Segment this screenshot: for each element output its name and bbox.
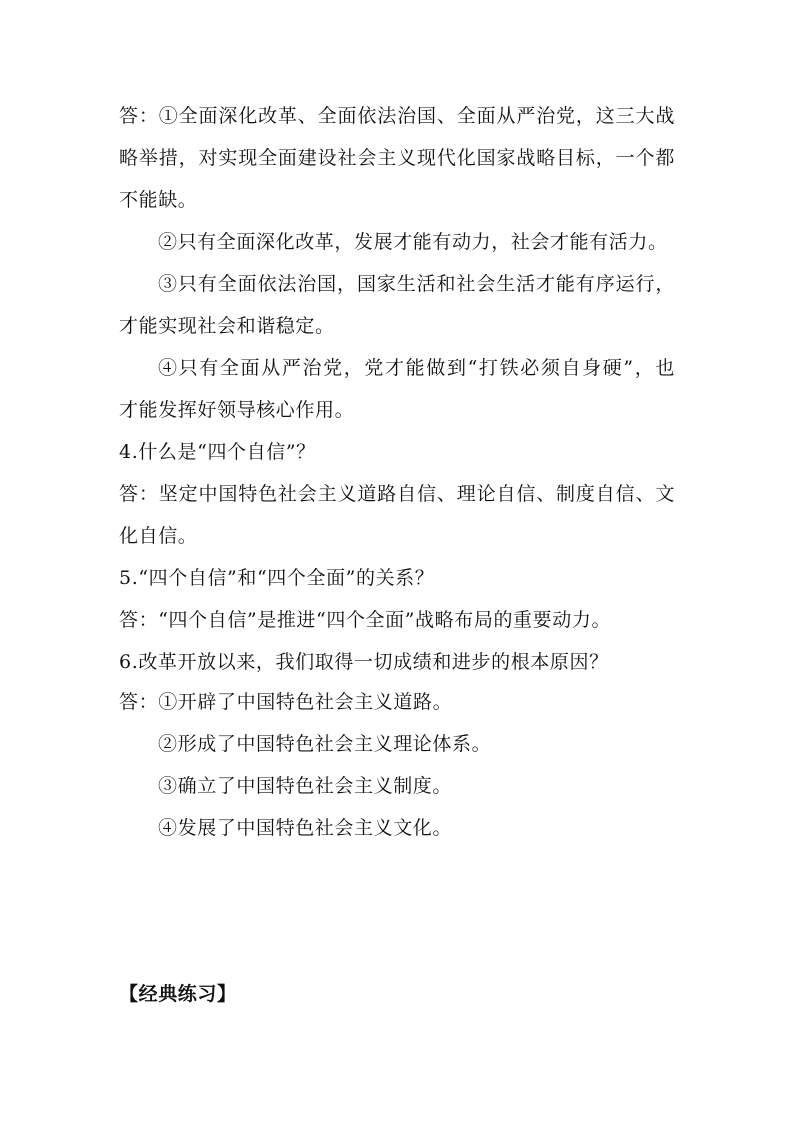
question-4: 4.什么是“四个自信”？ bbox=[119, 441, 316, 463]
answer-3-line-1: 答：①全面深化改革、全面依法治国、全面从严治党，这三大战 bbox=[119, 105, 675, 127]
question-6: 6.改革开放以来，我们取得一切成绩和进步的根本原因？ bbox=[119, 651, 609, 673]
answer-3-point-4-cont: 才能发挥好领导核心作用。 bbox=[119, 399, 355, 421]
answer-3-line-3: 不能缺。 bbox=[119, 189, 198, 211]
answer-3-point-2: ②只有全面深化改革，发展才能有动力，社会才能有活力。 bbox=[158, 231, 668, 253]
answer-6-point-2: ②形成了中国特色社会主义理论体系。 bbox=[158, 733, 492, 755]
answer-5: 答：“四个自信”是推进“四个全面”战略布局的重要动力。 bbox=[119, 609, 612, 631]
question-5: 5.“四个自信”和“四个全面”的关系？ bbox=[119, 567, 435, 589]
answer-4-line-1: 答：坚定中国特色社会主义道路自信、理论自信、制度自信、文 bbox=[119, 483, 675, 505]
answer-3-line-2: 略举措，对实现全面建设社会主义现代化国家战略目标，一个都 bbox=[119, 147, 675, 169]
answer-3-point-4: ④只有全面从严治党，党才能做到“打铁必须自身硬”，也 bbox=[158, 357, 675, 379]
section-heading: 【经典练习】 bbox=[119, 983, 237, 1005]
answer-4-line-2: 化自信。 bbox=[119, 525, 198, 547]
answer-6-point-4: ④发展了中国特色社会主义文化。 bbox=[158, 817, 453, 839]
answer-3-point-3: ③只有全面依法治国，国家生活和社会生活才能有序运行， bbox=[158, 273, 675, 295]
answer-6-point-1: 答：①开辟了中国特色社会主义道路。 bbox=[119, 691, 453, 713]
answer-3-point-3-cont: 才能实现社会和谐稳定。 bbox=[119, 315, 335, 337]
answer-6-point-3: ③确立了中国特色社会主义制度。 bbox=[158, 775, 453, 797]
